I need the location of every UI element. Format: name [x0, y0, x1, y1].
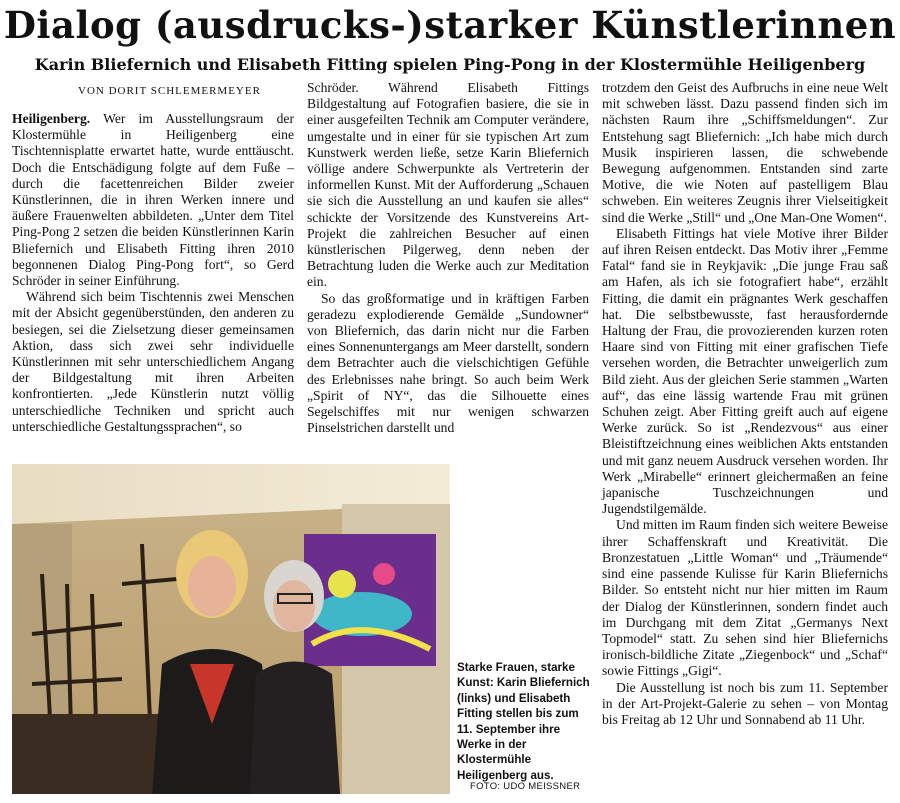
column-3	[602, 80, 888, 728]
headline: Dialog (ausdrucks-)starker Künstlerinnen	[3, 3, 897, 47]
paragraph: Schröder. Während Elisabeth Fittings Bildgestaltung auf Fotografien basiere, die sie in einer ausgefeilten Technik am Computer verändere, umgestalte und in einer für sie typischen Art zum Kunstwerk werden ließe, setze Karin Bliefernich völlige andere Schwerpunkte als Vertreterin der informellen Kunst. Mit der Aufforderung „Schauen sie sich die Ausstellung an und kaufen sie alles“ schickte der Vorsitzende des Kunstvereins Art-Projekt die zahlreichen Besucher auf einen künstlerischen Pilgerweg, denn neben der Betrachtung luden die Werke auch zur Meditation ein.	[307, 80, 589, 290]
byline: VON DORIT SCHLEMERMEYER	[78, 85, 261, 97]
paragraph: So das großformatige und in kräftigen Farben geradezu explodierende Gemälde „Sundowner“ von Bliefernich, das darin nicht nur die Farben eines Sonnenuntergangs am Meer darstellt, sondern dem Betrachter auch die vielschichtigen Gefühle des Erlebnisses nahe bringt. So auch beim Werk „Spirit of NY“, das die Silhouette eines Segelschiffes mit nur wenigen schwarzen Pinselstrichen darstellt und	[307, 290, 589, 436]
column-1	[12, 111, 294, 435]
article-photo	[12, 464, 450, 794]
paragraph: Und mitten im Raum finden sich weitere Beweise ihrer Schaffenskraft und Kreativität. Die Bronzestatuen „Little Woman“ und „Träumende“ sind eine passende Kulisse für Karin Bliefernichs Bilder. So entsteht nicht nur hier mitten im Raum der Dialog der Künstlerinnen, sondern findet auch im Durchgang mit dem Zitat „Germanys Next Topmodel“ statt. Zu sehen sind hier Bliefernichs ironisch-bildliche Zitate „Ziegenbock“ und „Schaf“ sowie Fittings „Gigi“.	[602, 517, 888, 679]
paragraph	[12, 111, 294, 289]
photo-illustration	[12, 464, 450, 794]
paragraph: trotzdem den Geist des Aufbruchs in eine neue Welt mit schweben lässt. Dazu passend finden sich im nächsten Raum ihre „Schiffsmeldungen“. Zur Entstehung sagt Bliefernich: „Ich habe mich durch Musik inspirieren lassen, die schwebende Bewegung aufgenommen. Entstanden sind zarte Motive, die wie Noten auf pastelligem Blau schweben. Ein weiteres Zeugnis ihrer Vielseitigkeit sind die Werke „Still“ und „One Man-One Women“.	[602, 80, 888, 225]
photo-caption: Starke Frauen, starke Kunst: Karin Bliefernich (links) und Elisabeth Fitting stellen bis zum 11. September ihre Werke in der Klostermühle Heiligenberg aus.	[457, 661, 590, 782]
paragraph: Elisabeth Fittings hat viele Motive ihrer Bilder auf ihren Reisen entdeckt. Das Motiv ihrer „Femme Fatal“ fand sie in Reykjavik: „Die junge Frau saß am Hafen, als ich sie fotografiert habe“, erzählt Fitting, die damit ein prägnantes Werk geschaffen hat. Die selbstbewusste, fast herausfordernde Haltung der Frau, die provozierenden kurzen roten Haare sind von Fitting mit einer grafischen Tiefe versehen worden, die Betrachter unweigerlich zum Bild zieht. Aus der gleichen Serie stammen „Warten auf“, das eine lässig wartende Frau mit grünen Schuhen zeigt. Aber Fitting greift auch auf eigene Werke zurück. So ist „Rendezvous“ aus einer Bleistiftzeichnung eines weiblichen Akts entstanden und mit ganz neuem Ausdruck versehen worden. Ihr Werk „Mirabelle“ erinnert gleichermaßen an feine japanische Tuschzeichnungen und Jugendstilgemälde.	[602, 225, 888, 517]
paragraph: Die Ausstellung ist noch bis zum 11. September in der Art-Projekt-Galerie zu sehen – von Montag bis Freitag ab 12 Uhr und Sonnabend ab 11 Uhr.	[602, 679, 888, 727]
column-2	[307, 80, 589, 436]
paragraph-text: Wer im Ausstellungsraum der Klostermühle in Heiligenberg eine Tischtennisplatte erwartet hatte, wurde enttäuscht. Doch die Entschädigung folgte auf dem Fuße – durch die facettenreichen Bilder zweier Künstlerinnen, die in ihren Werken innere und äußere Frauenwelten abbildeten. „Unter dem Titel Ping-Pong 2 setzen die beiden Künstlerinnen Karin Bliefernich und Elisabeth Fitting ihren 2010 begonnenen Dialog Ping-Pong fort“, so Gerd Schröder in seiner Einführung.	[12, 111, 294, 289]
photo-credit: FOTO: UDO MEISSNER	[470, 781, 581, 792]
dateline: Heiligenberg.	[12, 111, 91, 126]
paragraph: Während sich beim Tischtennis zwei Menschen mit der Absicht gegenüberstünden, den anderen zu besiegen, sei die Zielsetzung dieser gemeinsamen Aktion, dass sich zwei sehr individuelle Künstlerinnen mit sehr unterschiedlichem Angang der Bildgestaltung mit ihren Arbeiten konfrontierten. „Jede Künstlerin nutzt völlig unterschiedliche Techniken und spricht auch unterschiedliche Gestaltungssprachen“, so	[12, 289, 294, 434]
subheadline: Karin Bliefernich und Elisabeth Fitting spielen Ping-Pong in der Klostermühle Heiligenberg	[34, 55, 866, 74]
